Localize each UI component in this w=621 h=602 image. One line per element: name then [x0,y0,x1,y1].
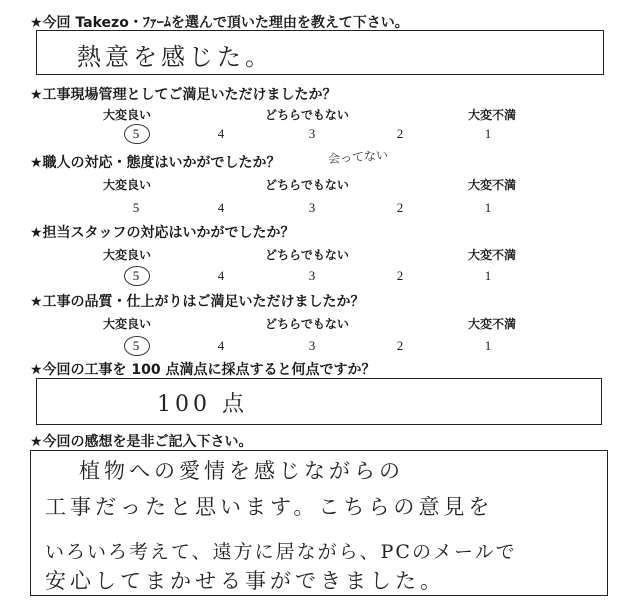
question-site-management: ★工事現場管理としてご満足いただけましたか？ [30,87,337,103]
scale-label-best: 大変良い [103,317,152,331]
scale-label-worst: 大変不満 [468,317,517,331]
rating-1[interactable]: 1 [484,126,492,141]
rating-scale-craftsmen [0,176,621,216]
scale-label-best: 大変良い [103,108,152,122]
rating-5[interactable]: 5 [132,268,140,283]
question-reason: ★今回 Takezo・ﾌｧｰﾑを選んで頂いた理由を教えて下さい。 [30,15,409,31]
rating-1[interactable]: 1 [484,268,492,283]
rating-5[interactable]: 5 [132,338,140,353]
rating-2[interactable]: 2 [396,200,404,215]
rating-2[interactable]: 2 [396,268,404,283]
question-comments: ★今回の感想を是非ご記入下さい。 [30,434,253,450]
handwritten-comment-line-3: いろいろ考えて、遠方に居ながら、PCのメールで [45,541,517,563]
question-staff: ★担当スタッフの対応はいかがでしたか？ [30,225,295,241]
handwritten-comment-line-2: 工事だったと思います。こちらの意見を [45,495,494,519]
rating-scale-site-management [0,106,621,146]
scale-label-worst: 大変不満 [468,178,517,192]
rating-1[interactable]: 1 [484,200,492,215]
rating-4[interactable]: 4 [217,126,225,141]
answer-box-reason[interactable] [36,30,604,75]
scale-label-neutral: どちらでもない [265,248,349,262]
scale-label-neutral: どちらでもない [265,178,349,192]
question-score: ★今回の工事を 100 点満点に採点すると何点ですか？ [30,362,376,378]
rating-3[interactable]: 3 [308,126,316,141]
rating-5[interactable]: 5 [132,126,140,141]
question-craftsmen: ★職人の対応・態度はいかがでしたか？ [30,155,281,171]
handwritten-note-craftsmen: 会ってない [327,147,389,167]
rating-4[interactable]: 4 [217,338,225,353]
handwritten-comment-line-4: 安心してまかせる事ができました。 [45,569,445,593]
rating-3[interactable]: 3 [308,268,316,283]
rating-2[interactable]: 2 [396,338,404,353]
scale-label-best: 大変良い [103,248,152,262]
question-quality: ★工事の品質・仕上がりはご満足いただけましたか？ [30,294,365,310]
scale-label-neutral: どちらでもない [265,317,349,331]
answer-box-comments[interactable] [30,450,608,596]
handwritten-score: 100 点 [157,392,248,417]
rating-scale-staff [0,246,621,286]
rating-1[interactable]: 1 [484,338,492,353]
scale-label-worst: 大変不満 [468,248,517,262]
scale-label-neutral: どちらでもない [265,108,349,122]
scale-label-best: 大変良い [103,178,152,192]
rating-scale-quality [0,315,621,355]
scale-label-worst: 大変不満 [468,108,517,122]
answer-box-score[interactable] [36,378,602,425]
rating-3[interactable]: 3 [308,200,316,215]
rating-4[interactable]: 4 [217,268,225,283]
handwritten-comment-line-1: 植物への愛情を感じながらの [79,459,404,483]
handwritten-reason: 熱意を感じた。 [77,43,273,71]
rating-3[interactable]: 3 [308,338,316,353]
rating-5[interactable]: 5 [132,200,140,215]
rating-2[interactable]: 2 [396,126,404,141]
rating-4[interactable]: 4 [217,200,225,215]
